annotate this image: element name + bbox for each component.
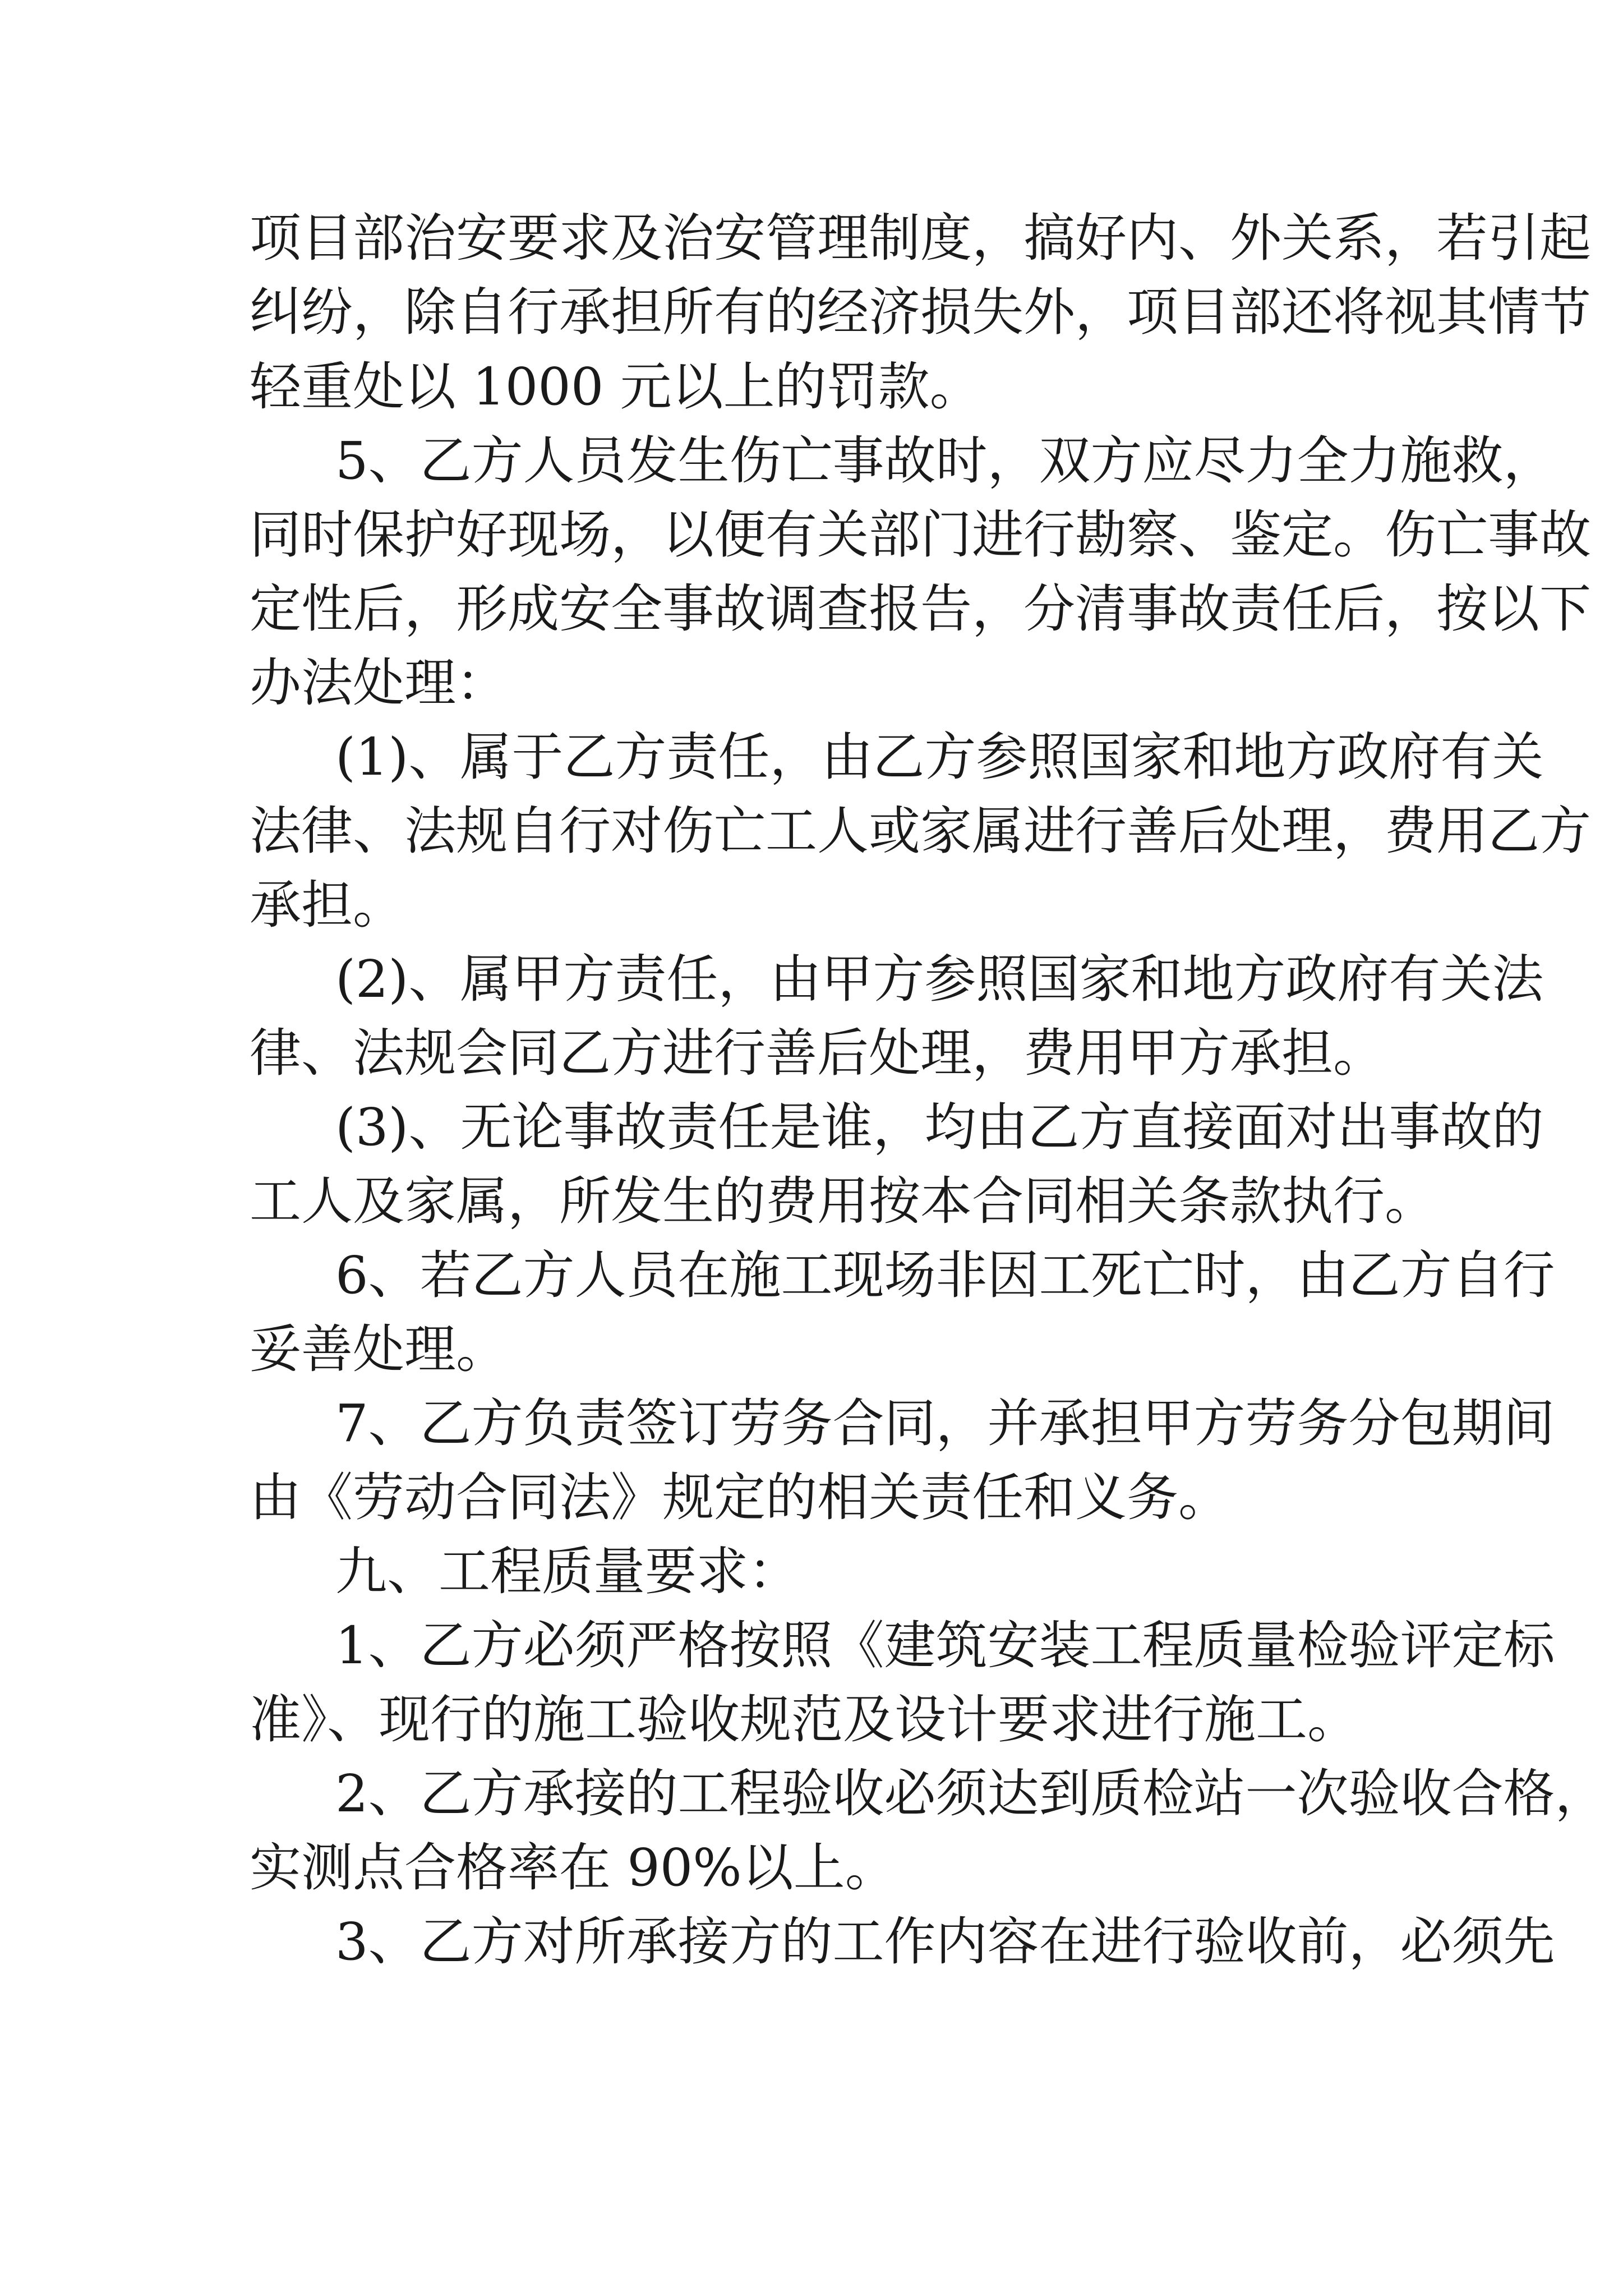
text-line-10: 承担。 <box>250 875 405 935</box>
text-line-13: (3)、无论事故责任是谁，均由乙方直接面对出事故的 <box>335 1097 1544 1157</box>
text-line-24: 3、乙方对所承接方的工作内容在进行验收前，必须先 <box>335 1912 1555 1972</box>
text-line-7: 办法处理： <box>250 653 508 713</box>
text-line-18: 由《劳动合同法》规定的相关责任和义务。 <box>250 1467 1230 1527</box>
text-line-8: (1)、属于乙方责任，由乙方参照国家和地方政府有关 <box>335 727 1544 787</box>
text-line-21: 准》、现行的施工验收规范及设计要求进行施工。 <box>250 1690 1359 1750</box>
section-heading-quality: 九、工程质量要求： <box>335 1542 800 1602</box>
text-line-20: 1、乙方必须严格按照《建筑安装工程质量检验评定标 <box>335 1616 1555 1676</box>
text-line-2: 纠纷，除自行承担所有的经济损失外，项目部还将视其情节 <box>250 282 1592 342</box>
text-line-22: 2、乙方承接的工程验收必须达到质检站一次验收合格， <box>335 1764 1607 1824</box>
text-line-3: 轻重处以 1000 元以上的罚款。 <box>250 357 981 417</box>
text-line-15: 6、若乙方人员在施工现场非因工死亡时，由乙方自行 <box>335 1245 1555 1305</box>
text-line-4: 5、乙方人员发生伤亡事故时，双方应尽力全力施救， <box>335 431 1555 491</box>
text-line-12: 律、法规会同乙方进行善后处理，费用甲方承担。 <box>250 1023 1385 1083</box>
text-line-11: (2)、属甲方责任，由甲方参照国家和地方政府有关法 <box>335 949 1544 1009</box>
text-line-9: 法律、法规自行对伤亡工人或家属进行善后处理，费用乙方 <box>250 801 1592 861</box>
text-line-16: 妥善处理。 <box>250 1319 508 1379</box>
text-line-17: 7、乙方负责签订劳务合同，并承担甲方劳务分包期间 <box>335 1393 1555 1453</box>
text-line-6: 定性后，形成安全事故调查报告，分清事故责任后，按以下 <box>250 579 1592 639</box>
text-line-23: 实测点合格率在 90%以上。 <box>250 1838 897 1898</box>
text-line-5: 同时保护好现场，以便有关部门进行勘察、鉴定。伤亡事故 <box>250 505 1592 565</box>
text-line-1: 项目部治安要求及治安管理制度，搞好内、外关系，若引起 <box>250 208 1592 268</box>
text-line-14: 工人及家属，所发生的费用按本合同相关条款执行。 <box>250 1171 1437 1231</box>
